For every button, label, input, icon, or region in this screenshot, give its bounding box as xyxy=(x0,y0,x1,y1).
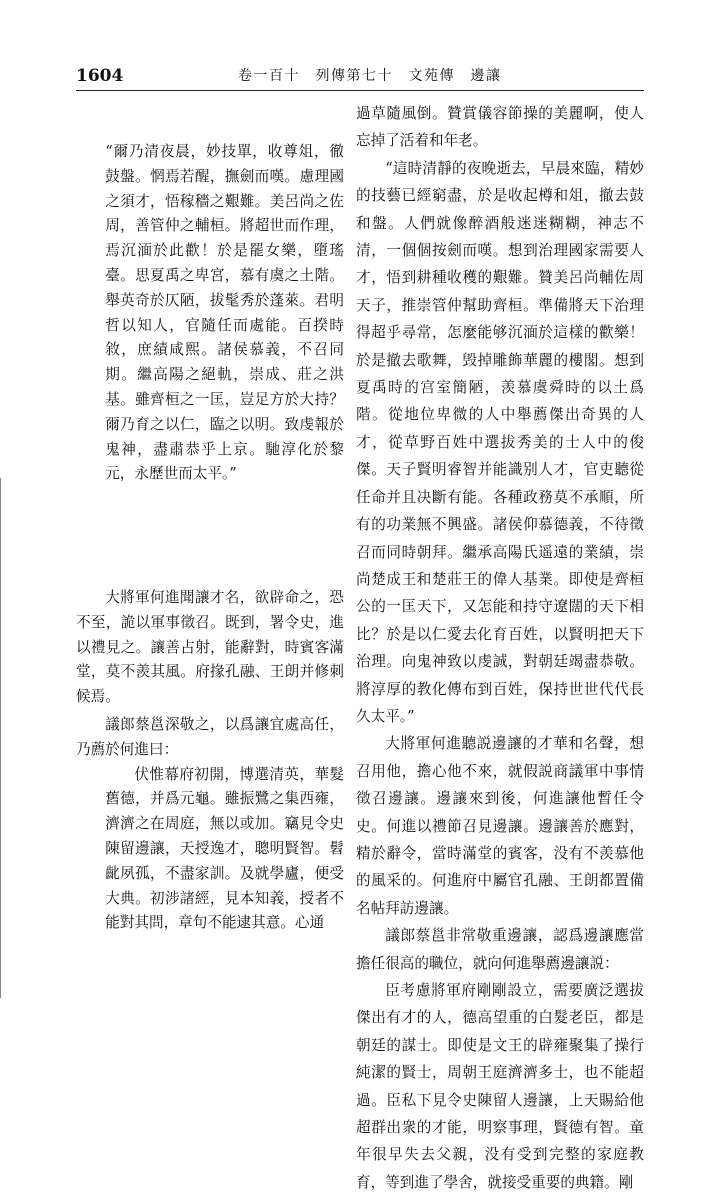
translation-he-jin: 大將軍何進聽説邊讓的才華和名聲，想召用他，擔心他不來，就假説商議軍中事情徵召邊讓。邊讓來到後，何進讓他暫任令史。何進以禮節召見邊讓。邊讓善於應對，精於辭令，當時滿堂的賓客，没有不羡慕他的風采的。何進府中屬官孔融、王朗都置備名帖拜訪邊讓。 xyxy=(356,735,644,917)
classical-memorial-text: 伏惟幕府初開，博選清英，華髮舊德，并爲元龜。雖振鷺之集西雍，濟濟之在周庭，無以或加。竊見令史陳留邊讓，天授逸才，聰明賢智。髫齔夙孤，不盡家訓。及就學廬，便受大典。初涉諸經，見本知義，授者不能對其問，章句不能逮其意。心通 xyxy=(105,765,344,932)
translation-memorial: 臣考慮將軍府剛剛設立，需要廣泛選拔傑出有才的人，德高望重的白髮老臣，都是朝廷的謀士。即使是文王的辟雍聚集了操行純潔的賢士，周朝王庭濟濟多士，也不能超過。臣私下見令史陳留人邊讓，上天賜給他超群出衆的才能，明察事理，賢德有智。童年很早失去父親，没有受到完整的家庭教育，等到進了學舍，就接受重要的典籍。剛 xyxy=(356,982,644,1191)
translation-fu-passage: “這時清靜的夜晚逝去，早晨來臨，精妙的技藝已經窮盡，於是收起樽和俎，撤去鼓和盤。人們就像醉酒般迷迷糊糊，神志不清，一個個按劍而嘆。想到治理國家需要人才，悟到耕種收穫的艱難。贊美呂尚輔佐周天子，推崇管仲幫助齊桓。準備將天下治理得超乎尋常，怎麼能够沉湎於這樣的歡樂！於是撤去歌舞，毁掉雕飾華麗的樓閣。想到夏禹時的宫室簡陋，羡慕虞舜時的以土爲階。從地位卑微的人中舉薦傑出奇異的人才，從草野百姓中選拔秀美的士人中的俊傑。天子賢明睿智并能識别人才，官吏聽從任命并且决斷有能。各種政務莫不承順，所有的功業無不興盛。諸侯仰慕德義，不待徵召而同時朝拜。繼承高陽氏遥遠的業績，崇尚楚成王和楚莊王的偉人基業。即使是齊桓公的一匡天下，又怎能和持守遼闊的天下相比？於是以仁愛去化育百姓，以賢明把天下治理。向鬼神致以虔誠，對朝廷竭盡恭敬。將淳厚的教化傳布到百姓，保持世世代代長久太平。” xyxy=(356,159,644,725)
header-rule xyxy=(76,90,644,91)
right-column-translation xyxy=(356,100,644,1196)
page-number: 1604 xyxy=(76,66,124,86)
translation-cai-yong: 議郎蔡邕非常敬重邊讓，認爲邊讓應當擔任很高的職位，就向何進舉薦邊讓説： xyxy=(356,927,644,972)
running-head: 卷一百十 列傳第七十 文苑傳 邊讓 xyxy=(238,68,502,84)
classical-narrative-he-jin: 大將軍何進聞讓才名，欲辟命之，恐不至，詭以軍事徵召。既到，署令史，進以禮見之。讓善占射，能辭對，時賓客滿堂，莫不羨其風。府掾孔融、王朗并修刺候焉。 xyxy=(76,589,344,706)
translation-continued: 過草隨風倒。贊賞儀容節操的美麗啊，使人忘掉了活着和年老。 xyxy=(356,105,644,150)
left-column-classical-quote xyxy=(76,140,344,487)
left-column-classical-memorial xyxy=(76,713,344,936)
classical-fu-passage: “爾乃清夜晨，妙技單，收尊俎，徹鼓盤。惘焉若醒，撫劍而嘆。慮理國之須才，悟稼穡之艱難。美呂尚之佐周，善管仲之輔桓。將超世而作理，焉沉湎於此歡！於是罷女樂，墮瑤臺。思夏禹之卑宮，慕有虞之土階。舉英奇於仄陋，拔髦秀於蓬萊。君明哲以知人，官隨任而處能。百揆時敘，庶績咸熙。諸侯慕義，不召同期。繼高陽之絕軌，崇成、莊之洪基。雖齊桓之一匡，豈足方於大持？爾乃育之以仁，臨之以明。致虔報於鬼神，盡肅恭乎上京。馳淳化於黎元，永歷世而太平。” xyxy=(105,143,344,483)
left-column-classical-narrative xyxy=(76,586,344,710)
margin-rule xyxy=(0,478,1,998)
classical-narrative-cai-yong: 議郎蔡邕深敬之，以爲讓宜處高任，乃薦於何進曰： xyxy=(76,716,344,758)
